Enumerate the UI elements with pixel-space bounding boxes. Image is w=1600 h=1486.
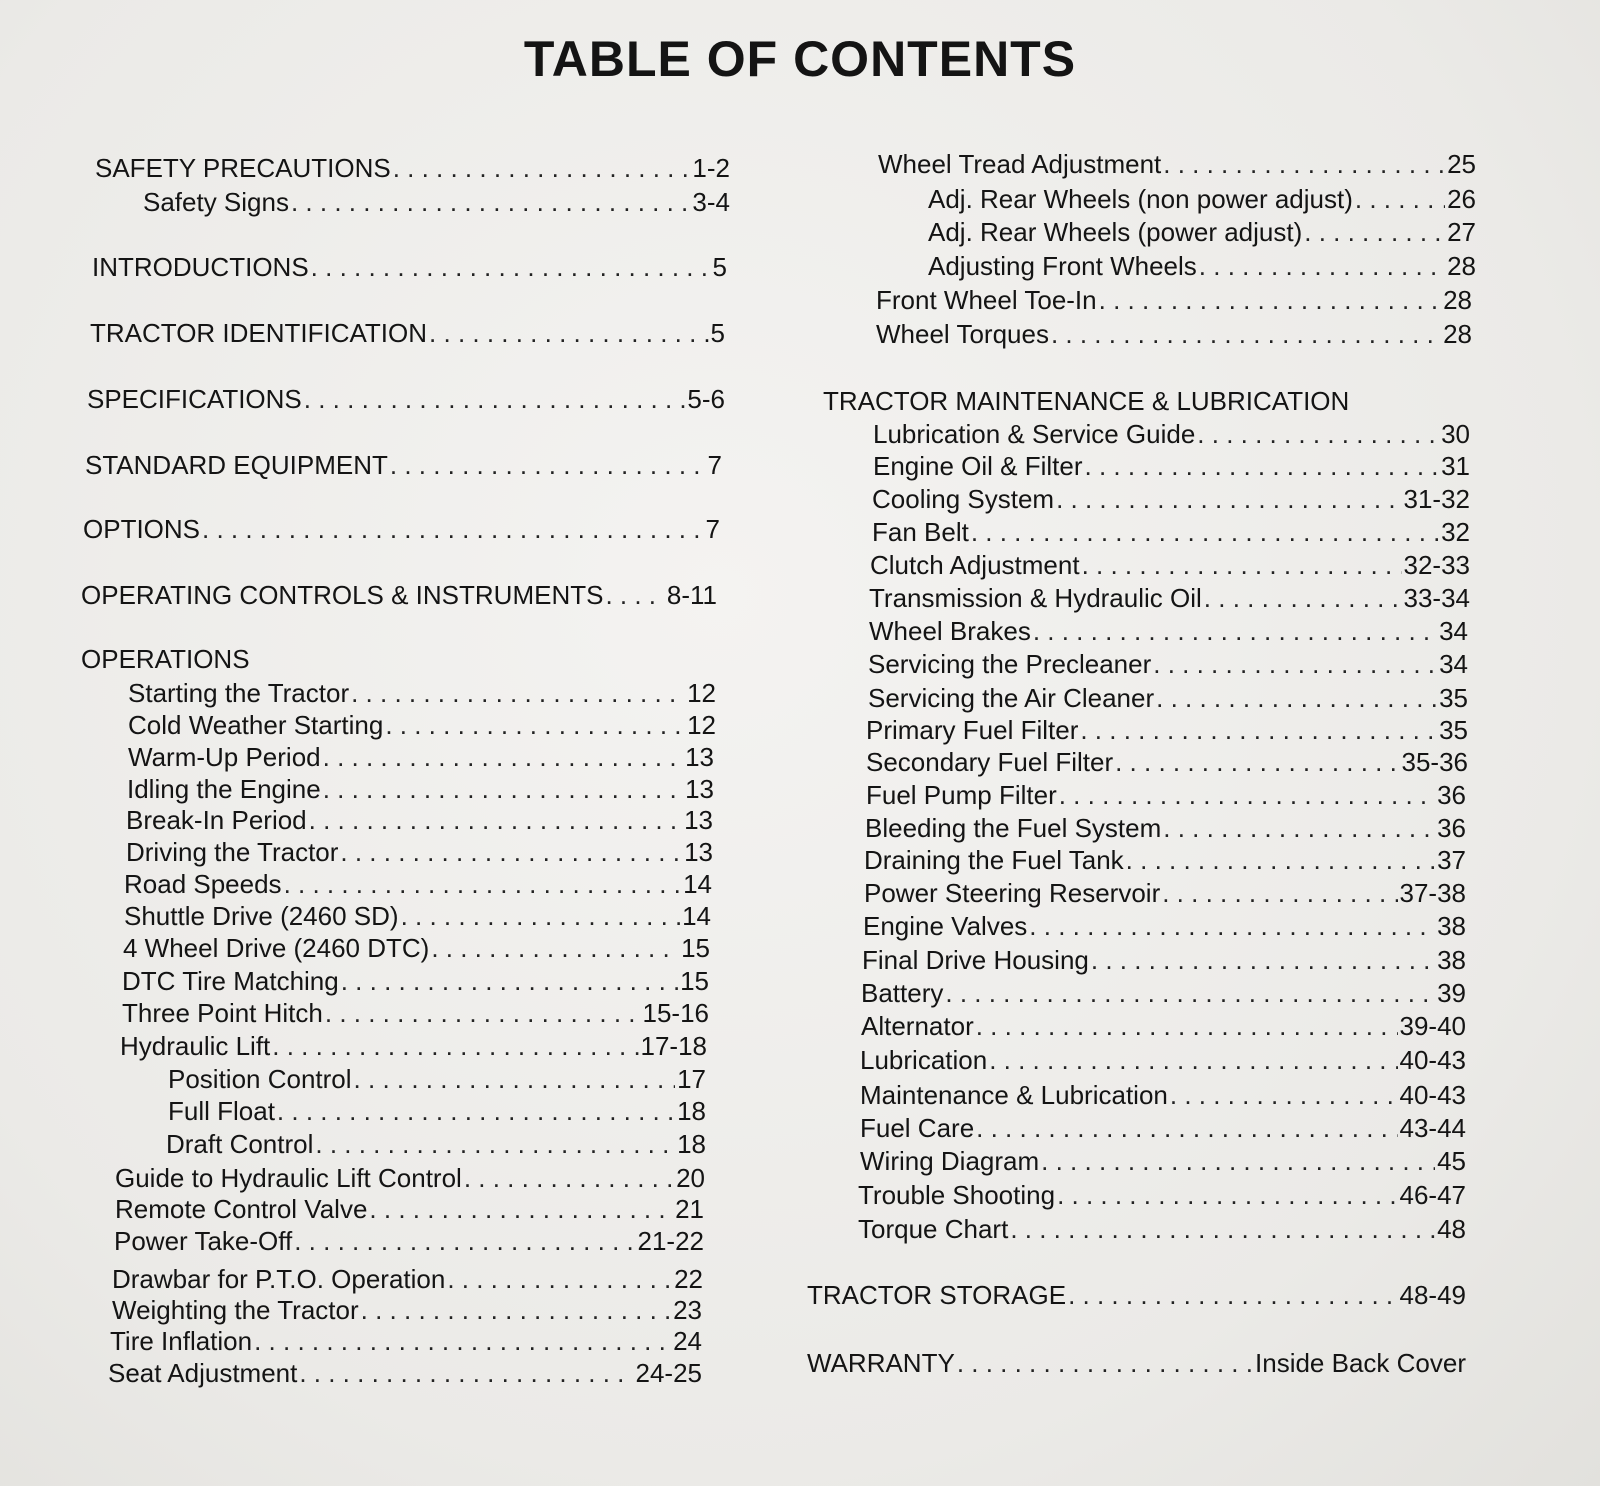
dot-leader	[1170, 1079, 1398, 1111]
dot-leader	[1010, 1213, 1435, 1245]
toc-entry-bleeding-the-fuel-system	[865, 812, 1466, 844]
toc-entry-page: 15	[681, 933, 710, 963]
toc-entry-cooling-system	[872, 483, 1470, 515]
dot-leader	[361, 1294, 671, 1326]
dot-leader	[429, 317, 701, 349]
toc-entry-shuttle-drive-2460-sd	[124, 900, 711, 932]
toc-entry-idling-the-engine	[127, 773, 714, 805]
dot-leader	[294, 1225, 635, 1257]
toc-entry-label: SAFETY PRECAUTIONS	[95, 153, 391, 183]
toc-entry-4-wheel-drive-2460-dtc	[123, 932, 710, 964]
toc-entry-page: 20	[676, 1163, 705, 1193]
toc-entry-lubrication-service-guide	[873, 418, 1470, 450]
dot-leader	[354, 1063, 676, 1095]
toc-entry-page: 31	[1441, 451, 1470, 481]
toc-entry-page: 13	[685, 742, 714, 772]
toc-entry-label: Maintenance & Lubrication	[860, 1080, 1168, 1110]
toc-entry-label: Secondary Fuel Filter	[866, 747, 1114, 777]
toc-entry-page: 39	[1437, 978, 1466, 1008]
toc-entry-full-float	[168, 1095, 706, 1127]
dot-leader	[1199, 250, 1445, 282]
toc-entry-primary-fuel-filter	[866, 714, 1468, 746]
dot-leader	[1051, 318, 1441, 350]
toc-entry-page: 1-2	[692, 153, 730, 183]
toc-entry-label: Lubrication & Service Guide	[873, 419, 1196, 449]
toc-entry-label: Tire Inflation	[110, 1326, 253, 1356]
toc-entry-page: 17-18	[640, 1031, 707, 1061]
dot-leader	[1304, 216, 1445, 248]
dot-leader	[447, 1263, 672, 1295]
toc-entry-page: 21-22	[637, 1226, 704, 1256]
dot-leader	[431, 932, 679, 964]
toc-entry-label: SPECIFICATIONS	[87, 384, 302, 414]
dot-leader	[401, 900, 681, 932]
toc-entry-label: Guide to Hydraulic Lift Control	[115, 1163, 462, 1193]
toc-section-heading-operations: OPERATIONS	[81, 644, 250, 674]
dot-leader	[309, 804, 682, 836]
toc-entry-standard-equipment	[85, 449, 722, 481]
toc-entry-cold-weather-starting	[128, 709, 716, 741]
dot-leader	[390, 449, 706, 481]
toc-entry-label: Clutch Adjustment	[870, 550, 1080, 580]
toc-entry-page: 13	[685, 774, 714, 804]
toc-entry-page: 7	[707, 450, 722, 480]
toc-entry-label: Starting the Tractor	[128, 678, 350, 708]
toc-entry-remote-control-valve	[115, 1193, 704, 1225]
toc-entry-label: Power Take-Off	[114, 1226, 293, 1256]
toc-entry-label: DTC Tire Matching	[122, 966, 339, 996]
toc-entry-label: Position Control	[168, 1064, 352, 1094]
toc-entry-page: 40-43	[1399, 1045, 1466, 1075]
dot-leader	[393, 152, 691, 184]
dot-leader	[1163, 812, 1435, 844]
toc-entry-wheel-tread-adjustment	[878, 148, 1476, 180]
dot-leader	[957, 1347, 1253, 1379]
toc-entry-maintenance-lubrication	[860, 1079, 1466, 1111]
toc-entry-page: 8-11	[666, 580, 717, 610]
dot-leader	[284, 868, 682, 900]
toc-entry-label: Remote Control Valve	[115, 1194, 368, 1224]
toc-entry-page: 14	[682, 901, 711, 931]
toc-entry-label: WARRANTY	[807, 1348, 955, 1378]
toc-entry-warm-up-period	[128, 741, 714, 773]
toc-entry-label: Alternator	[861, 1011, 974, 1041]
toc-entry-label: Full Float	[168, 1096, 275, 1126]
toc-entry-page: 28	[1443, 285, 1472, 315]
dot-leader	[254, 1325, 671, 1357]
toc-entry-guide-to-hydraulic-lift-control	[115, 1162, 705, 1194]
toc-entry-page: 15-16	[642, 998, 709, 1028]
toc-entry-label: Engine Oil & Filter	[873, 451, 1083, 481]
toc-entry-fuel-care	[860, 1112, 1466, 1144]
toc-entry-label: Primary Fuel Filter	[866, 715, 1079, 745]
toc-entry-page: 13	[684, 837, 713, 867]
dot-leader	[299, 1357, 633, 1389]
toc-entry-label: Fan Belt	[872, 517, 969, 547]
toc-entry-page: 30	[1441, 419, 1470, 449]
dot-leader	[340, 836, 682, 868]
toc-entry-label: Three Point Hitch	[122, 998, 323, 1028]
toc-entry-safety-signs	[143, 186, 730, 218]
toc-entry-label: Break-In Period	[126, 805, 307, 835]
toc-entry-break-in-period	[126, 804, 713, 836]
toc-entry-label: Shuttle Drive (2460 SD)	[124, 901, 399, 931]
toc-entry-label: Final Drive Housing	[862, 945, 1089, 975]
toc-entry-page: 38	[1437, 911, 1466, 941]
dot-leader	[351, 677, 685, 709]
toc-entry-page: Inside Back Cover	[1255, 1348, 1466, 1378]
toc-entry-label: Transmission & Hydraulic Oil	[869, 583, 1202, 613]
toc-entry-label: OPTIONS	[83, 514, 201, 544]
toc-entry-position-control	[168, 1063, 706, 1095]
page-title: TABLE OF CONTENTS	[523, 31, 1077, 87]
toc-entry-servicing-the-air-cleaner	[868, 682, 1468, 714]
dot-leader	[272, 1030, 638, 1062]
toc-entry-page: 26	[1447, 184, 1476, 214]
toc-entry-page: 12	[687, 710, 716, 740]
toc-entry-page: 5-6	[687, 384, 725, 414]
toc-entry-engine-valves	[863, 910, 1466, 942]
toc-entry-tractor-storage	[807, 1279, 1466, 1311]
toc-entry-lubrication	[860, 1044, 1466, 1076]
toc-entry-label: Wheel Tread Adjustment	[878, 149, 1162, 179]
toc-entry-page: 35	[1439, 683, 1468, 713]
toc-entry-drawbar-for-p-t-o-operation	[112, 1263, 703, 1295]
toc-entry-operating-controls-instruments	[81, 579, 717, 611]
toc-entry-page: 34	[1439, 649, 1468, 679]
dot-leader	[971, 516, 1439, 548]
toc-entry-page: 43-44	[1399, 1113, 1466, 1143]
toc-entry-label: Servicing the Precleaner	[868, 649, 1152, 679]
toc-entry-page: 33-34	[1403, 583, 1470, 613]
dot-leader	[464, 1162, 674, 1194]
toc-entry-page: 17	[677, 1064, 706, 1094]
toc-entry-page: 23	[673, 1295, 702, 1325]
dot-leader	[1355, 183, 1445, 215]
toc-entry-page: 24	[673, 1326, 702, 1356]
dot-leader	[1041, 1145, 1435, 1177]
toc-entry-label: Warm-Up Period	[128, 742, 321, 772]
dot-leader	[202, 513, 704, 545]
dot-leader	[341, 965, 678, 997]
toc-entry-transmission-hydraulic-oil	[869, 582, 1470, 614]
toc-entry-engine-oil-filter	[873, 450, 1470, 482]
toc-entry-adj-rear-wheels-non-power-adjust	[928, 183, 1476, 215]
dot-leader	[1115, 746, 1399, 778]
toc-entry-torque-chart	[858, 1213, 1466, 1245]
toc-entry-wheel-brakes	[869, 615, 1468, 647]
toc-entry-adj-rear-wheels-power-adjust	[928, 216, 1476, 248]
toc-entry-front-wheel-toe-in	[876, 284, 1472, 316]
toc-entry-page: 18	[677, 1129, 706, 1159]
toc-entry-page: 25	[1447, 149, 1476, 179]
toc-entry-page: 40-43	[1399, 1080, 1466, 1110]
toc-entry-label: Hydraulic Lift	[120, 1031, 271, 1061]
dot-leader	[1156, 682, 1437, 714]
toc-entry-adjusting-front-wheels	[928, 250, 1476, 282]
toc-entry-page: .5	[703, 318, 725, 348]
dot-leader	[976, 1010, 1398, 1042]
dot-leader	[1162, 877, 1397, 909]
toc-entry-driving-the-tractor	[126, 836, 713, 868]
toc-entry-starting-the-tractor	[128, 677, 716, 709]
toc-entry-alternator	[861, 1010, 1466, 1042]
toc-entry-power-steering-reservoir	[864, 877, 1466, 909]
dot-leader	[1163, 148, 1445, 180]
toc-entry-page: 27	[1447, 217, 1476, 247]
toc-entry-secondary-fuel-filter	[866, 746, 1468, 778]
toc-entry-trouble-shooting	[858, 1179, 1466, 1211]
toc-entry-three-point-hitch	[122, 997, 709, 1029]
toc-entry-page: 28	[1447, 251, 1476, 281]
toc-entry-page: 48	[1437, 1214, 1466, 1244]
toc-entry-page: 15	[680, 966, 709, 996]
toc-entry-road-speeds	[124, 868, 712, 900]
toc-entry-label: Wiring Diagram	[860, 1146, 1040, 1176]
toc-entry-specifications	[87, 383, 725, 415]
toc-entry-label: Adjusting Front Wheels	[928, 251, 1197, 281]
toc-entry-label: Weighting the Tractor	[112, 1295, 359, 1325]
toc-entry-label: Idling the Engine	[127, 774, 321, 804]
dot-leader	[1029, 910, 1435, 942]
toc-entry-page: 45	[1437, 1146, 1466, 1176]
toc-entry-page: 22	[674, 1264, 703, 1294]
toc-entry-tractor-identification	[90, 317, 725, 349]
dot-leader	[1204, 582, 1402, 614]
toc-entry-introductions	[92, 251, 727, 283]
toc-entry-hydraulic-lift	[120, 1030, 707, 1062]
toc-entry-label: Cold Weather Starting	[128, 710, 384, 740]
toc-entry-page: 32-33	[1403, 550, 1470, 580]
toc-entry-page: 12	[687, 678, 716, 708]
dot-leader	[1082, 549, 1402, 581]
toc-entry-label: Fuel Care	[860, 1113, 975, 1143]
toc-entry-dtc-tire-matching	[122, 965, 709, 997]
toc-entry-label: TRACTOR STORAGE	[807, 1280, 1067, 1310]
dot-leader	[1057, 1179, 1397, 1211]
toc-entry-page: 28	[1443, 319, 1472, 349]
dot-leader	[315, 1128, 675, 1160]
dot-leader	[304, 383, 686, 415]
toc-entry-label: Safety Signs	[143, 187, 289, 217]
toc-entry-label: Battery	[861, 978, 944, 1008]
toc-entry-label: Adj. Rear Wheels (non power adjust)	[928, 184, 1353, 214]
dot-leader	[385, 709, 685, 741]
toc-entry-label: STANDARD EQUIPMENT	[85, 450, 388, 480]
toc-entry-label: Wheel Brakes	[869, 616, 1031, 646]
toc-entry-page: 35	[1439, 715, 1468, 745]
dot-leader	[291, 186, 690, 218]
toc-entry-label: Adj. Rear Wheels (power adjust)	[928, 217, 1303, 247]
dot-leader	[989, 1044, 1397, 1076]
toc-entry-label: Draft Control	[166, 1129, 314, 1159]
toc-entry-label: Trouble Shooting	[858, 1180, 1056, 1210]
toc-entry-page: 18	[677, 1096, 706, 1126]
dot-leader	[323, 773, 683, 805]
toc-entry-page: 24-25	[635, 1358, 702, 1388]
toc-entry-page: 21	[675, 1194, 704, 1224]
toc-entry-page: 31-32	[1403, 484, 1470, 514]
toc-entry-label: Power Steering Reservoir	[864, 878, 1161, 908]
toc-entry-fan-belt	[872, 516, 1470, 548]
dot-leader	[1059, 779, 1435, 811]
dot-leader	[323, 741, 683, 773]
toc-entry-weighting-the-tractor	[112, 1294, 702, 1326]
toc-entry-label: Lubrication	[860, 1045, 988, 1075]
dot-leader	[311, 251, 711, 283]
toc-entry-label: OPERATING CONTROLS & INSTRUMENTS	[81, 580, 604, 610]
toc-entry-label: Draining the Fuel Tank	[864, 845, 1124, 875]
toc-entry-page: 35-36	[1401, 747, 1468, 777]
toc-entry-page: 36	[1437, 813, 1466, 843]
toc-entry-label: Torque Chart	[858, 1214, 1009, 1244]
toc-section-heading-tractor-maintenance-lubrication: TRACTOR MAINTENANCE & LUBRICATION	[823, 386, 1350, 416]
dot-leader	[945, 977, 1435, 1009]
dot-leader	[1091, 944, 1435, 976]
toc-entry-page: 46-47	[1399, 1180, 1466, 1210]
toc-entry-label: Road Speeds	[124, 869, 282, 899]
dot-leader	[1068, 1279, 1397, 1311]
toc-entry-label: INTRODUCTIONS	[92, 252, 309, 282]
toc-entry-draft-control	[166, 1128, 706, 1160]
toc-entry-safety-precautions	[95, 152, 730, 184]
toc-entry-page: 7	[705, 514, 720, 544]
toc-entry-page: 32	[1441, 517, 1470, 547]
toc-entry-label: Drawbar for P.T.O. Operation	[112, 1264, 446, 1294]
dot-leader	[1153, 648, 1437, 680]
toc-entry-servicing-the-precleaner	[868, 648, 1468, 680]
dot-leader	[325, 997, 641, 1029]
toc-entry-page: 3-4	[692, 187, 730, 217]
dot-leader	[1099, 284, 1441, 316]
toc-entry-final-drive-housing	[862, 944, 1466, 976]
toc-entry-page: 13	[684, 805, 713, 835]
dot-leader	[976, 1112, 1397, 1144]
dot-leader	[1080, 714, 1437, 746]
dot-leader	[1197, 418, 1439, 450]
toc-entry-fuel-pump-filter	[866, 779, 1466, 811]
toc-entry-page: 5	[712, 252, 727, 282]
toc-entry-seat-adjustment	[108, 1357, 702, 1389]
toc-entry-page: 34	[1439, 616, 1468, 646]
toc-entry-label: Front Wheel Toe-In	[876, 285, 1097, 315]
dot-leader	[605, 579, 664, 611]
toc-entry-draining-the-fuel-tank	[864, 844, 1466, 876]
dot-leader	[1033, 615, 1437, 647]
toc-entry-battery	[861, 977, 1466, 1009]
dot-leader	[1056, 483, 1401, 515]
dot-leader	[1126, 844, 1435, 876]
toc-entry-page: 37-38	[1399, 878, 1466, 908]
toc-entry-warranty	[807, 1347, 1466, 1379]
toc-entry-page: 37	[1437, 845, 1466, 875]
toc-entry-label: Engine Valves	[863, 911, 1028, 941]
toc-entry-page: 39-40	[1399, 1011, 1466, 1041]
toc-entry-label: TRACTOR IDENTIFICATION	[90, 318, 428, 348]
toc-entry-label: Driving the Tractor	[126, 837, 339, 867]
toc-entry-label: Bleeding the Fuel System	[865, 813, 1162, 843]
toc-entry-label: Wheel Torques	[876, 319, 1049, 349]
toc-entry-tire-inflation	[110, 1325, 702, 1357]
toc-entry-page: 14	[683, 869, 712, 899]
dot-leader	[277, 1095, 675, 1127]
toc-entry-wheel-torques	[876, 318, 1472, 350]
toc-entry-label: Fuel Pump Filter	[866, 780, 1057, 810]
toc-entry-options	[83, 513, 720, 545]
toc-entry-page: 38	[1437, 945, 1466, 975]
toc-entry-clutch-adjustment	[870, 549, 1470, 581]
toc-entry-page: 36	[1437, 780, 1466, 810]
dot-leader	[1085, 450, 1440, 482]
toc-entry-label: Servicing the Air Cleaner	[868, 683, 1155, 713]
toc-entry-label: Cooling System	[872, 484, 1055, 514]
toc-entry-label: Seat Adjustment	[108, 1358, 298, 1388]
dot-leader	[369, 1193, 673, 1225]
toc-entry-wiring-diagram	[860, 1145, 1466, 1177]
toc-entry-page: 48-49	[1399, 1280, 1466, 1310]
toc-entry-label: 4 Wheel Drive (2460 DTC)	[123, 933, 430, 963]
toc-entry-power-take-off	[114, 1225, 704, 1257]
